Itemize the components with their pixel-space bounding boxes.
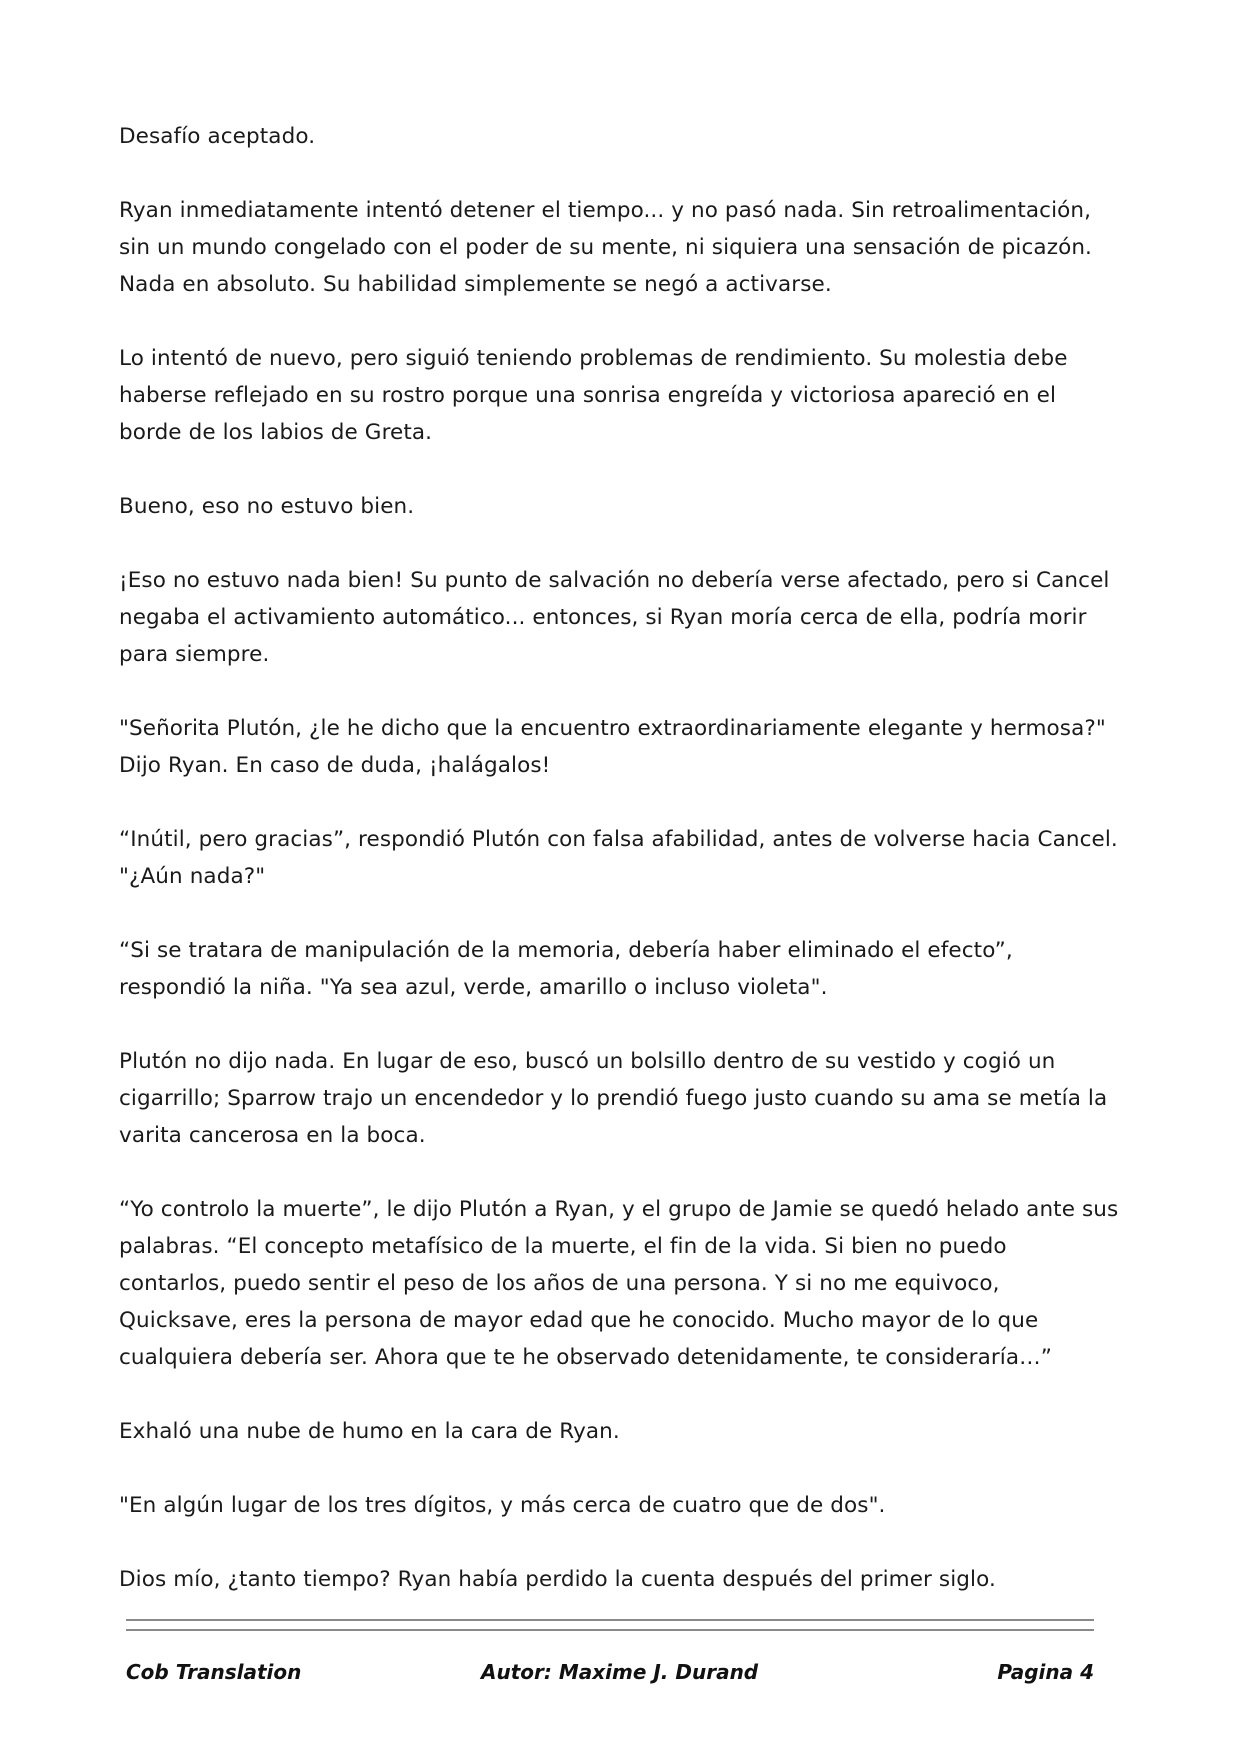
footer-divider [126,1629,1094,1631]
page-body [119,118,1119,1635]
paragraph: Ryan inmediatamente intentó detener el tiempo... y no pasó nada. Sin retroalimentación, sin un mundo congelado con el poder de su mente, ni siquiera una sensación de picazón. Nada en absoluto. Su habilidad simplemente se negó a activarse. [119,198,1092,297]
paragraph: Bueno, eso no estuvo bien. [119,494,415,519]
footer-divider [126,1619,1094,1621]
paragraph: “Si se tratara de manipulación de la memoria, debería haber eliminado el efecto”, respondió la niña. "Ya sea azul, verde, amarillo o incluso violeta". [119,938,1013,1000]
footer-author: Autor: Maxime J. Durand [481,1660,759,1684]
paragraph: “Inútil, pero gracias”, respondió Plutón con falsa afabilidad, antes de volverse hacia Cancel. "¿Aún nada?" [119,827,1118,889]
paragraph: Dios mío, ¿tanto tiempo? Ryan había perdido la cuenta después del primer siglo. [119,1567,996,1592]
paragraph: "En algún lugar de los tres dígitos, y más cerca de cuatro que de dos". [119,1493,886,1518]
paragraph: ¡Eso no estuvo nada bien! Su punto de salvación no debería verse afectado, pero si Cancel negaba el activamiento automático... entonces, si Ryan moría cerca de ella, podría morir para siempre. [119,568,1110,667]
paragraph: "Señorita Plutón, ¿le he dicho que la encuentro extraordinariamente elegante y hermosa?" Dijo Ryan. En caso de duda, ¡halágalos! [119,716,1106,778]
paragraph: Plutón no dijo nada. En lugar de eso, buscó un bolsillo dentro de su vestido y cogió un cigarrillo; Sparrow trajo un encendedor y lo prendió fuego justo cuando su ama se metía la varita cancerosa en la boca. [119,1049,1108,1148]
page-footer [126,1660,1094,1694]
footer-translator: Cob Translation [126,1660,302,1684]
footer-page-number: Pagina 4 [997,1660,1094,1684]
paragraph: Exhaló una nube de humo en la cara de Ryan. [119,1419,620,1444]
paragraph: Lo intentó de nuevo, pero siguió teniendo problemas de rendimiento. Su molestia debe haberse reflejado en su rostro porque una sonrisa engreída y victoriosa apareció en el borde de los labios de Greta. [119,346,1068,445]
paragraph: “Yo controlo la muerte”, le dijo Plutón a Ryan, y el grupo de Jamie se quedó helado ante sus palabras. “El concepto metafísico de la muerte, el fin de la vida. Si bien no puedo contarlos, puedo sentir el peso de los años de una persona. Y si no me equivoco, Quicksave, eres la persona de mayor edad que he conocido. Mucho mayor de lo que cualquiera debería ser. Ahora que te he observado detenidamente, te consideraría…” [119,1197,1119,1370]
paragraph: Desafío aceptado. [119,124,316,149]
